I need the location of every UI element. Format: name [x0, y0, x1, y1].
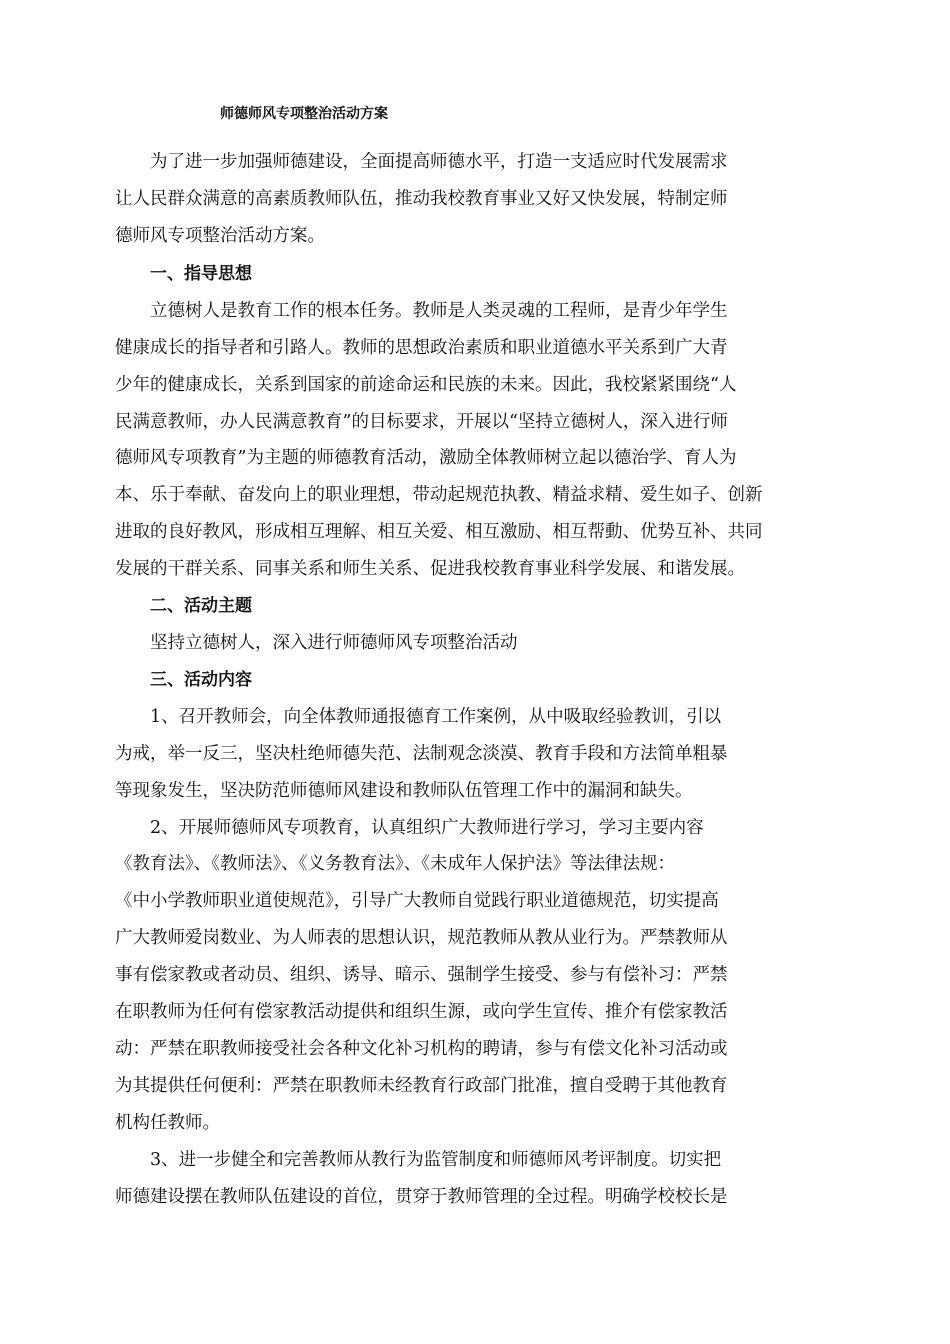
paragraph-line: 本、乐于奉献、奋发向上的职业理想，带动起规范执教、精益求精、爱生如子、创新	[115, 485, 763, 505]
paragraph-line: 坚持立德树人，深入进行师德师风专项整治活动	[150, 633, 518, 653]
paragraph-line: 《教育法》、《教师法》、《义务教育法》、《未成年人保护法》等法律法规：	[115, 854, 675, 874]
paragraph-line: 动：严禁在职教师接受社会各种文化补习机构的聘请，参与有偿文化补习活动或	[115, 1039, 728, 1059]
paragraph-line: 1、召开教师会，向全体教师通报德育工作案例，从中吸取经验教训，引以	[150, 707, 722, 727]
paragraph-line: 《中小学教师职业道使规范》，引导广大教师自觉践行职业道德规范，切实提高	[115, 891, 719, 911]
paragraph-line: 德师风专项教育”为主题的师德教育活动，激励全体教师树立起以德治学、育人为	[115, 448, 737, 468]
paragraph-line: 等现象发生，坚决防范师德师风建设和教师队伍管理工作中的漏洞和缺失。	[115, 781, 693, 801]
paragraph-line: 为戒，举一反三，坚决杜绝师德失范、法制观念淡漠、教育手段和方法简单粗暴	[115, 744, 728, 764]
paragraph-line: 进取的良好教风，形成相互理解、相互关爱、相互激励、相互帮動、优势互补、共同	[115, 522, 763, 542]
document-title: 师德师风专项整治活动方案	[220, 106, 388, 122]
paragraph-line: 3、进一步健全和完善教师从教行为监管制度和师德师风考评制度。切实把	[150, 1150, 722, 1170]
paragraph-line: 健康成长的指导者和引路人。教师的思想政治素质和职业道德水平关系到广大青	[115, 338, 728, 358]
paragraph-line: 广大教师爱岗数业、为人师表的思想认识，规范教师从教从业行为。严禁教师从	[115, 928, 728, 948]
paragraph-line: 师德建设摆在教师队伍建设的首位，贯穿于教师管理的全过程。明确学校校长是	[115, 1187, 728, 1207]
paragraph-line: 2、开展师德师风专项教育，认真组织广大教师进行学习，学习主要内容	[150, 818, 704, 838]
section-heading: 一、指导思想	[150, 264, 252, 284]
paragraph-line: 机构任教师。	[115, 1113, 220, 1133]
section-heading: 三、活动内容	[150, 670, 252, 690]
paragraph-line: 为其提供任何便利：严禁在职教师未经教育行政部门批准，擅自受聘于其他教育	[115, 1076, 728, 1096]
paragraph-line: 少年的健康成长，关系到国家的前途命运和民族的未来。因此，我校紧紧围绕“人	[115, 375, 737, 395]
paragraph-line: 让人民群众满意的高素质教师队伍，推动我校教育事业又好又快发展，特制定师	[115, 189, 728, 209]
paragraph-line: 事有偿家教或者动员、组织、诱导、暗示、强制学生接受、参与有偿补习：严禁	[115, 965, 728, 985]
paragraph-line: 德师风专项整治活动方案。	[115, 226, 325, 246]
paragraph-line: 发展的干群关系、同事关系和师生关系、促进我校教育事业科学发展、和谐发展。	[115, 559, 745, 579]
paragraph-line: 在职教师为任何有偿家教活动提供和组织生源，或向学生宣传、推介有偿家教活	[115, 1002, 728, 1022]
paragraph-line: 立德树人是教育工作的根本任务。教师是人类灵魂的工程师，是青少年学生	[150, 301, 728, 321]
section-heading: 二、活动主题	[150, 596, 252, 616]
paragraph-line: 民满意教师，办人民满意教育”的目标要求，开展以“坚持立德树人，深入进行师	[115, 412, 728, 432]
paragraph-line: 为了进一步加强师德建设，全面提高师德水平，打造一支适应时代发展需求	[150, 152, 728, 172]
